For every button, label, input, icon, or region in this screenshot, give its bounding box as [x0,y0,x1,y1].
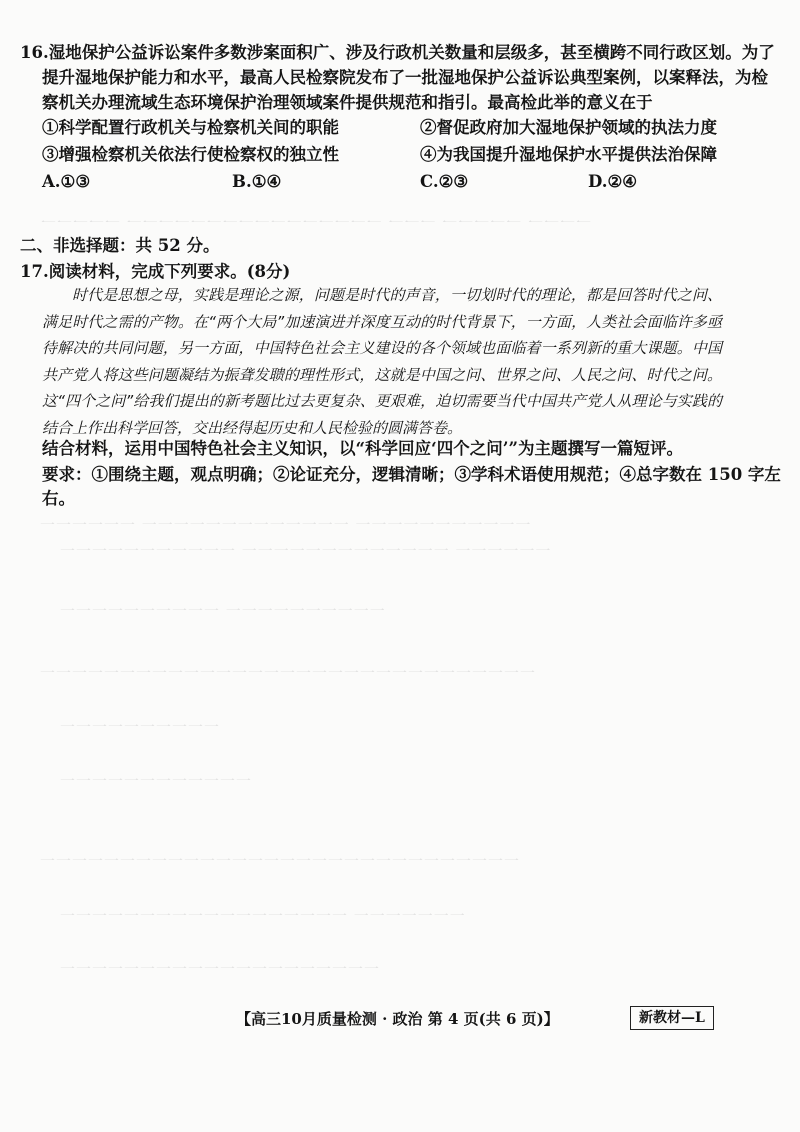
q17-instruction: 结合材料，运用中国特色社会主义知识，以“科学回应‘四个之问’”为主题撰写一篇短评。 [42,439,683,458]
bleed-through-line: 一一一一一一一一一一一一一一一一一一 一一一一一一一 [60,907,466,925]
edition-tag: 新教材—L [630,1006,714,1030]
q16-stem-line-1: 16.湿地保护公益诉讼案件多数涉案面积广、涉及行政机关数量和层级多，甚至横跨不同行政区划。为了 [20,43,775,62]
q16-answer-d: D.②④ [588,172,638,191]
bleed-through-line: 一一一一一一一一一一一一一一一一一一一一 [60,960,381,978]
q16-stem-line-2: 提升湿地保护能力和水平，最高人民检察院发布了一批湿地保护公益诉讼典型案例，以案释法，为检 [42,68,768,87]
question-16 [20,40,780,196]
q16-answer-b: B.①④ [232,172,282,191]
section-2-title: 二、非选择题：共 52 分。 [20,236,220,255]
q16-option-4: ④为我国提升湿地保护水平提供法治保障 [420,145,717,164]
bleed-through-line: 一一一一一一一一一一 [60,718,221,736]
q16-options-row-2 [42,142,780,169]
page-footer: 【高三10月质量检测 · 政治 第 4 页(共 6 页)】 [236,1010,559,1028]
bleed-through-line: 一一一一 一一一一一 一一一 一一一一一一一一一一一一一一一一 一一一一一 [40,214,592,232]
q17-material-passage: 时代是思想之母，实践是理论之源，问题是时代的声音，一切划时代的理论，都是回答时代之问、满足时代之需的产物。在“两个大局”加速演进并深度互动的时代背景下，一方面，人类社会面临许多亟待解决的共同问题，另一方面，中国特色社会主义建设的各个领域也面临着一系列新的重大课题。中国共产党人将这些问题凝结为振聋发聩的理性形式，这就是中国之问、世界之问、人民之问、时代之问。这“四个之问”给我们提出的新考题比过去更复杂、更艰难，迫切需要当代中国共产党人从理论与实践的结合上作出科学回答，交出经得起历史和人民检验的圆满答卷。 [42,286,722,437]
q16-options-row-1 [42,115,780,142]
bleed-through-line: 一一一一一一 一一一一一一一一一一一一一 一一一一一一一一一一一 [40,516,532,534]
q16-option-1: ①科学配置行政机关与检察机关间的职能 [42,118,339,137]
question-17-heading: 17.阅读材料，完成下列要求。(8分) [20,262,291,281]
q16-option-3: ③增强检察机关依法行使检察权的独立性 [42,145,339,164]
q16-answer-choices [42,169,780,196]
q16-option-2: ②督促政府加大湿地保护领域的执法力度 [420,118,717,137]
q16-answer-c: C.②③ [420,172,469,191]
bleed-through-line: 一一一一一一一一一一一一 [60,772,253,790]
bleed-through-line: 一一一一一一一一一一 一一一一一一一一一一 [60,602,386,620]
q16-stem-line-3: 察机关办理流域生态环境保护治理领域案件提供规范和指引。最高检此举的意义在于 [42,93,653,112]
bleed-through-line: 一一一一一一一一一一一 一一一一一一一一一一一一一 一一一一一一 [60,542,552,560]
bleed-through-line: 一一一一一一一一一一一一一一一一一一一一一一一一一一一一一一 [40,852,521,870]
q17-requirements: 要求：①围绕主题，观点明确；②论证充分，逻辑清晰；③学科术语使用规范；④总字数在 150 字左右。 [42,465,781,508]
q16-answer-a: A.①③ [42,172,91,191]
bleed-through-line: 一一一一一一一一一一一一一一一一一一一一一一一一一一一一一一一 [40,664,537,682]
